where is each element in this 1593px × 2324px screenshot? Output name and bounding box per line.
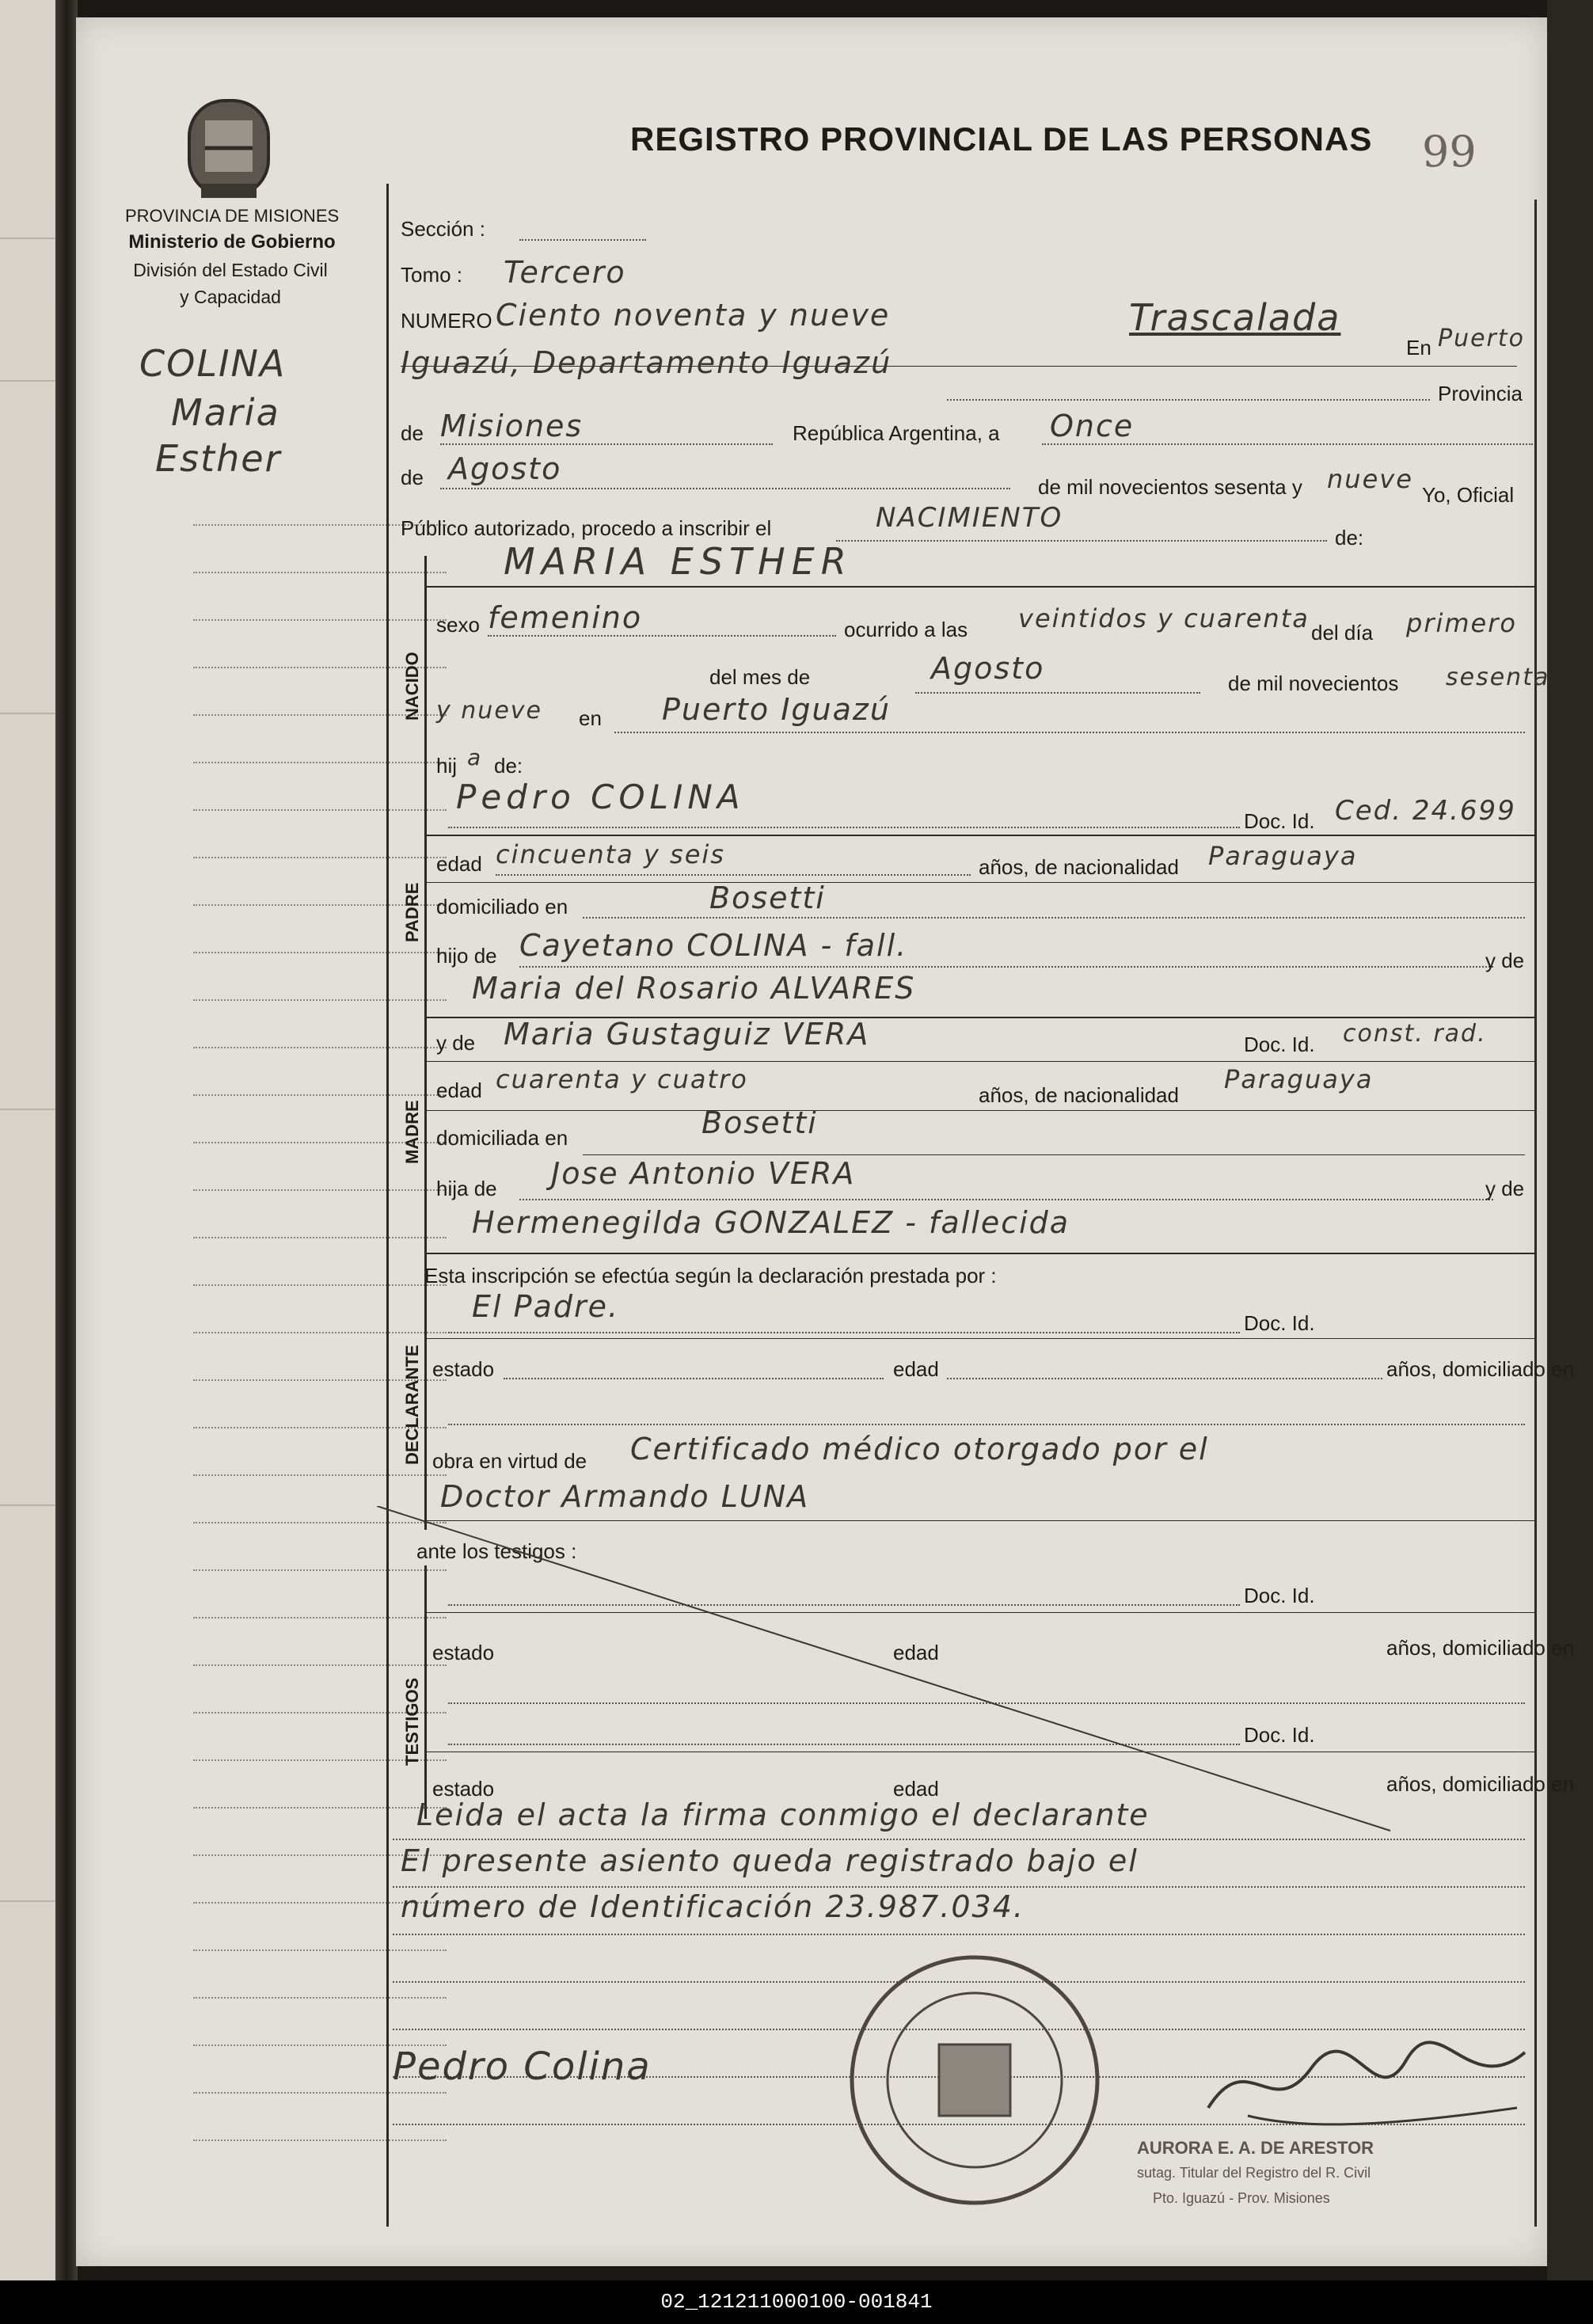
provincia-label: Provincia: [1438, 382, 1523, 405]
footer-code: 02_121211000100-001841: [0, 2280, 1593, 2324]
official-stamp-icon: [844, 1949, 1105, 2211]
testigos-label: ante los testigos :: [416, 1539, 577, 1563]
closing-line-1: Leida el acta la firma conmigo el declarante: [416, 1797, 1150, 1832]
side-label-madre: MADRE: [402, 1100, 422, 1164]
anio-value: nueve: [1327, 464, 1413, 494]
hij-label: hij: [436, 754, 458, 778]
testigo2-doc-label: Doc. Id.: [1244, 1723, 1315, 1747]
dia-nac-value: primero: [1406, 608, 1517, 638]
book-spine: [55, 0, 78, 2324]
madre-y-de-label: y de: [436, 1031, 476, 1055]
testigo1-anos-dom-label: años, domiciliado en: [1386, 1636, 1575, 1660]
madre-value: Maria Gustaguiz VERA: [504, 1017, 870, 1052]
official-subtitle-1: sutag. Titular del Registro del R. Civil: [1137, 2165, 1371, 2181]
padre-edad-value: cincuenta y seis: [496, 839, 725, 869]
abuela-p-value: Maria del Rosario ALVARES: [472, 971, 916, 1006]
margin-name-1: Maria: [171, 391, 280, 434]
abuela-m-value: Hermenegilda GONZALEZ - fallecida: [472, 1205, 1070, 1240]
declarante-doc-label: Doc. Id.: [1244, 1311, 1315, 1335]
padre-dom-label: domiciliado en: [436, 895, 568, 919]
lugar-nac-value: Puerto Iguazú: [662, 692, 891, 727]
madre-y-de-label-2: y de: [1485, 1177, 1525, 1200]
declarante-edad-label: edad: [893, 1357, 939, 1381]
official-subtitle-2: Pto. Iguazú - Prov. Misiones: [1153, 2190, 1330, 2206]
page-number: 99: [1422, 127, 1477, 177]
madre-nac-value: Paraguaya: [1224, 1064, 1374, 1094]
padre-dom-value: Bosetti: [709, 881, 826, 915]
acto-value: NACIMIENTO: [876, 502, 1063, 534]
madre-doc-label: Doc. Id.: [1244, 1033, 1315, 1056]
mes-nac-value: Agosto: [931, 651, 1045, 686]
side-label-declarante: DECLARANTE: [402, 1345, 422, 1465]
testigo2-edad-label: edad: [893, 1777, 939, 1801]
numero-label: NUMERO: [401, 309, 492, 333]
side-label-testigos: TESTIGOS: [402, 1677, 422, 1766]
register-page: [76, 17, 1575, 2266]
padre-nac-value: Paraguaya: [1208, 841, 1358, 871]
padre-nac-label: años, de nacionalidad: [979, 855, 1179, 879]
de-label-2: de: [401, 466, 424, 489]
side-label-padre: PADRE: [402, 882, 422, 942]
tomo-value: Tercero: [504, 255, 626, 290]
testigo1-edad-label: edad: [893, 1641, 939, 1664]
inscripcion-label: Esta inscripción se efectúa según la declaración prestada por :: [424, 1264, 997, 1288]
republica-label: República Argentina, a: [793, 421, 1000, 445]
del-dia-label: del día: [1311, 621, 1374, 645]
padre-edad-label: edad: [436, 852, 482, 876]
del-mes-label: del mes de: [709, 665, 811, 689]
anio-nac-value-2: y nueve: [436, 697, 542, 725]
margin-name-2: Esther: [155, 437, 282, 480]
en-label: En: [1406, 336, 1431, 359]
official-name: AURORA E. A. DE ARESTOR: [1137, 2138, 1374, 2158]
anio-nac-value: sesenta: [1446, 664, 1550, 691]
de-mil-nov-label: de mil novecientos: [1228, 671, 1399, 695]
madre-nac-label: años, de nacionalidad: [979, 1083, 1179, 1107]
hij-suffix: a: [467, 744, 483, 770]
signature-father: Pedro Colina: [393, 2044, 652, 2089]
testigo2-estado-label: estado: [432, 1777, 495, 1801]
declarante-anos-dom-label: años, domiciliado en: [1386, 1357, 1575, 1381]
abuelo-m-value: Jose Antonio VERA: [551, 1156, 856, 1191]
de-mil-label: de mil novecientos sesenta y: [1038, 475, 1302, 499]
margin-surname: COLINA: [139, 342, 287, 385]
province-label: PROVINCIA DE MISIONES: [125, 206, 340, 226]
abuelo-p-value: Cayetano COLINA - fall.: [519, 928, 908, 963]
padre-value: Pedro COLINA: [456, 778, 745, 816]
testigo1-estado-label: estado: [432, 1641, 495, 1664]
official-signature-icon: [1200, 2029, 1533, 2140]
nombre-value: MARIA ESTHER: [504, 540, 853, 583]
side-label-nacido: NACIDO: [402, 652, 422, 721]
dia-value: Once: [1050, 409, 1135, 443]
en-label-2: en: [579, 706, 602, 730]
de-colon-label: de:: [1335, 526, 1364, 550]
closing-line-3: número de Identificación 23.987.034.: [401, 1889, 1025, 1924]
lugar-value: Iguazú, Departamento Iguazú: [401, 345, 892, 380]
padre-doc-value: Ced. 24.699: [1335, 795, 1516, 827]
division-label-2: y Capacidad: [180, 287, 281, 307]
obra-label: obra en virtud de: [432, 1449, 587, 1473]
madre-edad-value: cuarenta y cuatro: [496, 1064, 748, 1094]
testigo2-anos-dom-label: años, domiciliado en: [1386, 1772, 1575, 1796]
en-value: Puerto: [1438, 325, 1526, 352]
hij-de-label: de:: [494, 754, 523, 778]
de-label: de: [401, 421, 424, 445]
declarante-value: El Padre.: [472, 1289, 620, 1324]
seccion-label: Sección :: [401, 217, 485, 241]
tomo-label: Tomo :: [401, 263, 463, 287]
trascalada-annotation: Trascalada: [1129, 296, 1341, 339]
madre-dom-value: Bosetti: [701, 1105, 818, 1140]
numero-value: Ciento noventa y nueve: [496, 298, 891, 333]
page-title: REGISTRO PROVINCIAL DE LAS PERSONAS: [630, 120, 1373, 158]
ministry-label: Ministerio de Gobierno: [128, 231, 336, 253]
testigo1-doc-label: Doc. Id.: [1244, 1584, 1315, 1607]
ocurrido-label: ocurrido a las: [844, 618, 968, 641]
publico-label: Público autorizado, procedo a inscribir el: [401, 516, 772, 540]
closing-line-2: El presente asiento queda registrado bajo el: [401, 1843, 1139, 1878]
yo-oficial-label: Yo, Oficial: [1422, 483, 1515, 507]
mes-value: Agosto: [448, 451, 562, 486]
madre-dom-label: domiciliada en: [436, 1126, 568, 1150]
sexo-value: femenino: [488, 600, 643, 635]
obra-value-2: Doctor Armando LUNA: [440, 1479, 810, 1514]
madre-edad-label: edad: [436, 1078, 482, 1102]
province-seal-icon: [185, 93, 272, 207]
madre-doc-value: const. rad.: [1343, 1020, 1487, 1048]
cancel-diagonal-line: [377, 1506, 1406, 1839]
division-label-1: División del Estado Civil: [133, 260, 328, 280]
obra-value-1: Certificado médico otorgado por el: [630, 1432, 1209, 1466]
madre-hija-label: hija de: [436, 1177, 497, 1200]
padre-doc-label: Doc. Id.: [1244, 809, 1315, 833]
sexo-label: sexo: [436, 613, 480, 637]
padre-hijo-label: hijo de: [436, 944, 497, 968]
declarante-estado-label: estado: [432, 1357, 495, 1381]
de-value: Misiones: [440, 409, 584, 443]
right-page-edge: [1547, 0, 1593, 2324]
padre-y-de-label: y de: [1485, 949, 1525, 972]
hora-value: veintidos y cuarenta: [1018, 603, 1310, 633]
